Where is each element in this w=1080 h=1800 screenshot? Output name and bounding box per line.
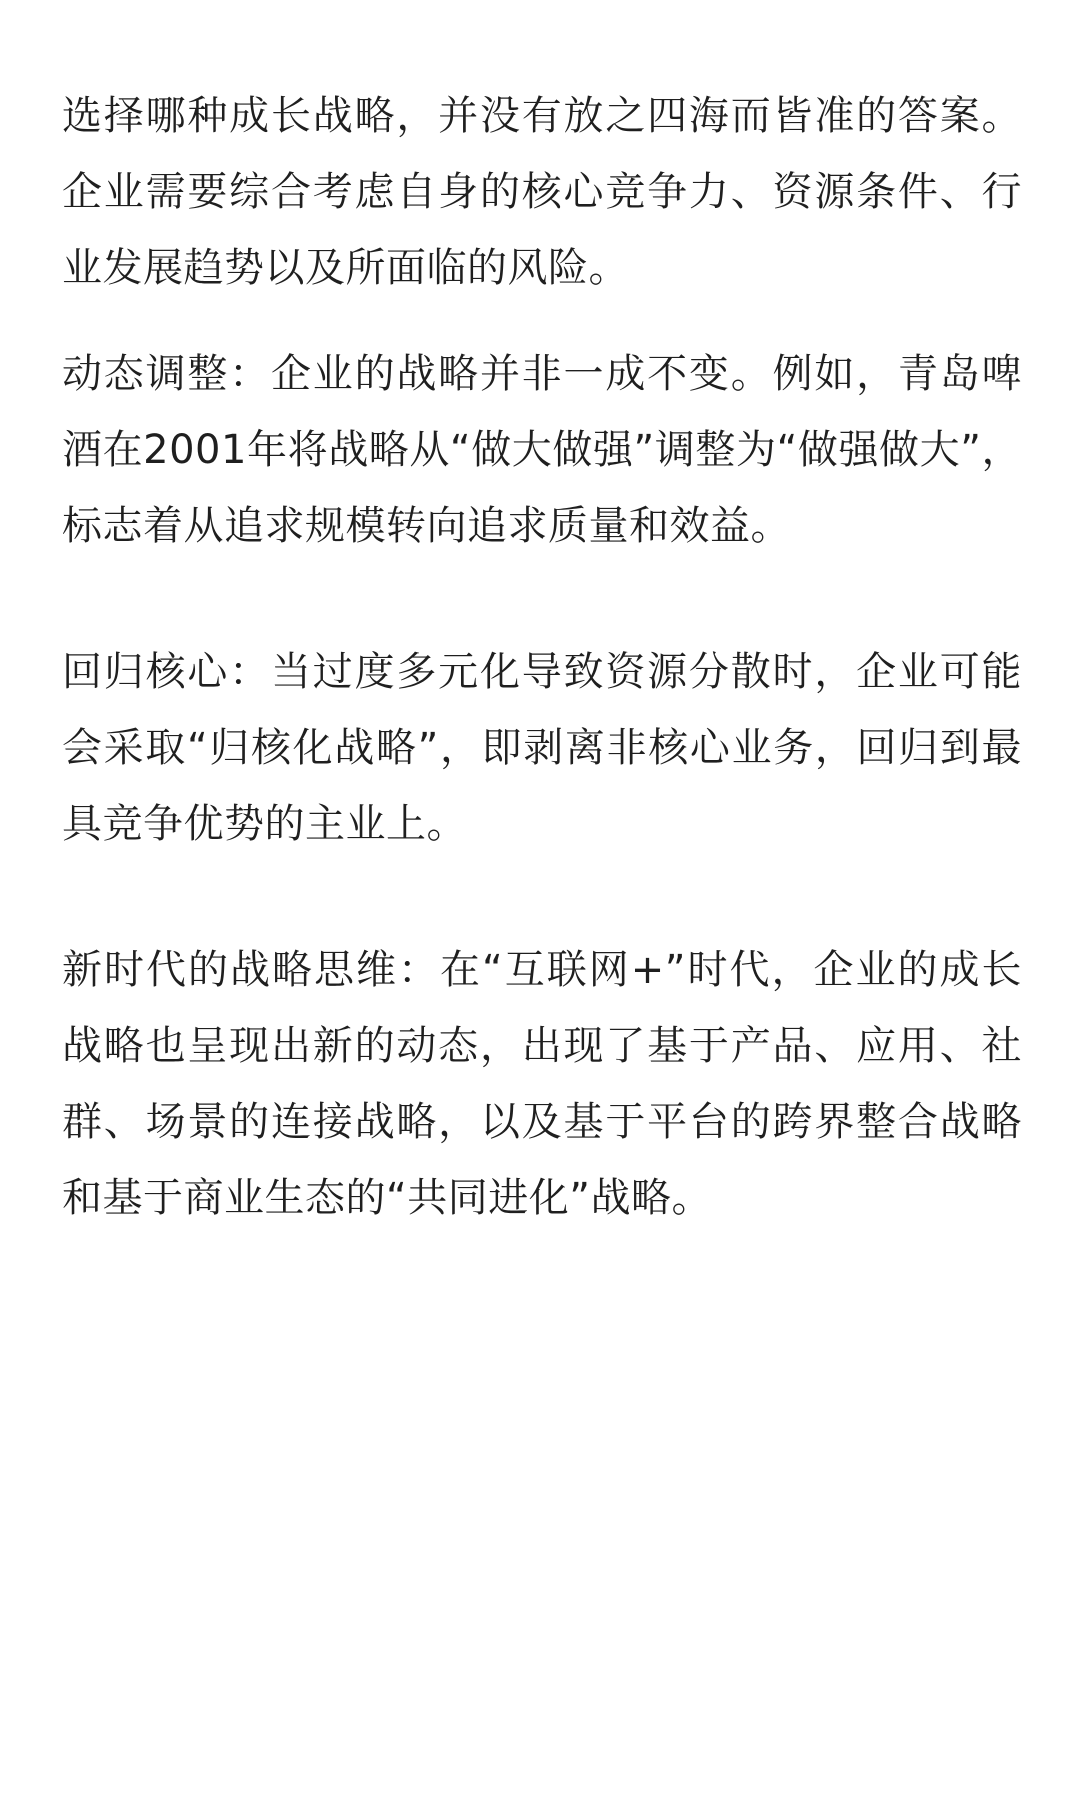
paragraph-new-era-thinking: 新时代的战略思维：在“互联网+”时代，企业的成长战略也呈现出新的动态，出现了基于产品、应用、社群、场景的连接战略，以及基于平台的跨界整合战略和基于商业生态的“共同进化”战略。 — [62, 947, 1022, 1221]
article-body — [62, 78, 1022, 1236]
paragraph-dynamic-adjustment: 动态调整：企业的战略并非一成不变。例如，青岛啤酒在2001年将战略从“做大做强”调整为“做强做大”，标志着从追求规模转向追求质量和效益。 — [62, 351, 1022, 549]
paragraph-return-to-core: 回归核心：当过度多元化导致资源分散时，企业可能会采取“归核化战略”，即剥离非核心业务，回归到最具竞争优势的主业上。 — [62, 649, 1022, 847]
paragraph-strategy-choice: 选择哪种成长战略，并没有放之四海而皆准的答案。企业需要综合考虑自身的核心竞争力、资源条件、行业发展趋势以及所面临的风险。 — [62, 93, 1022, 291]
